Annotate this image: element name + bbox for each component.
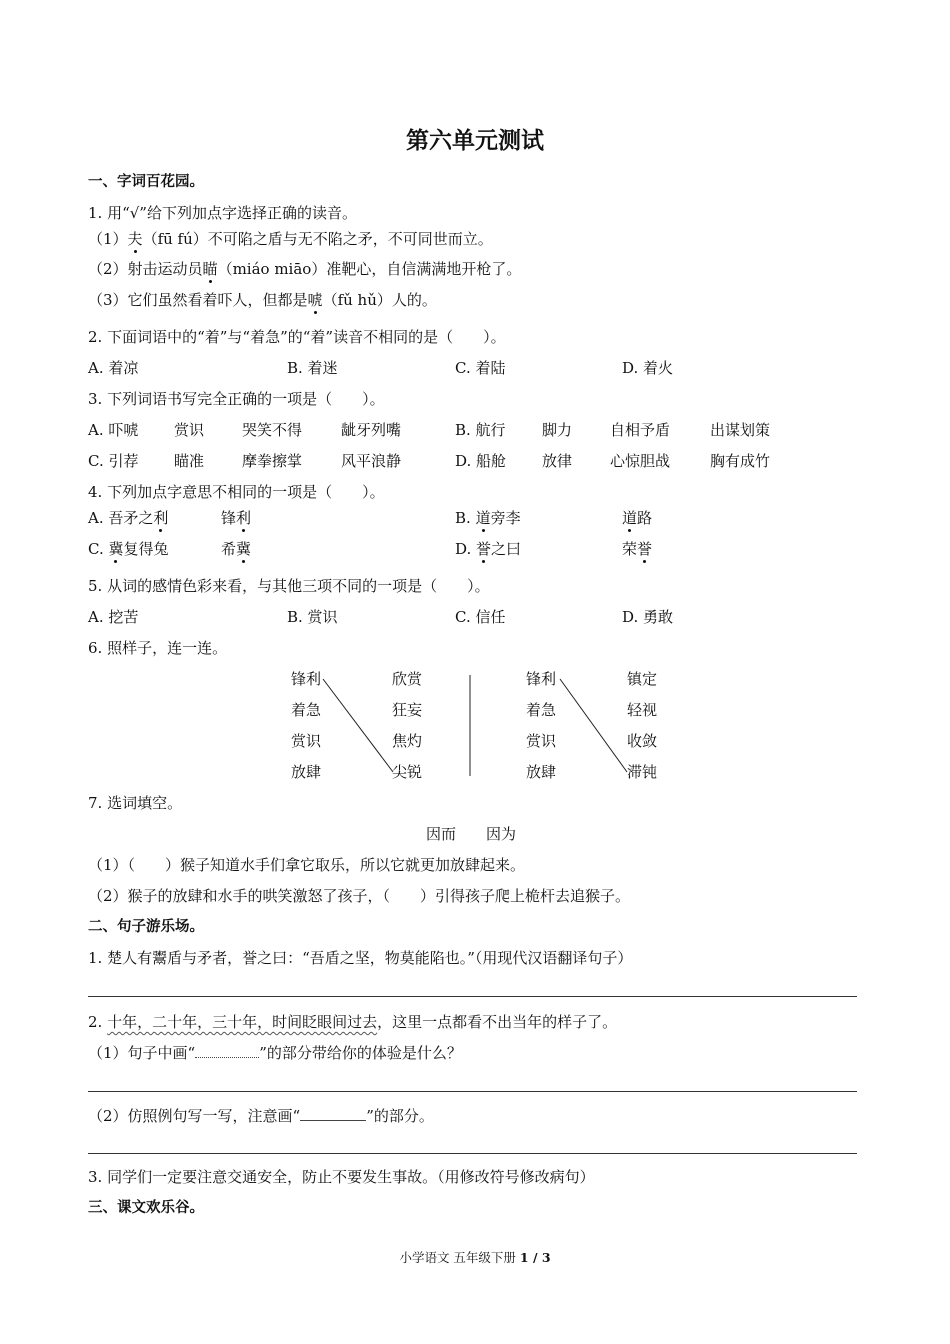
q6-r2-word: 滞钝: [627, 763, 658, 781]
q7-word-choices: 因而 因为: [426, 825, 517, 843]
q3-b-4: 出谋划策: [710, 421, 771, 439]
q3-d-1: D. 船舱: [455, 452, 507, 470]
q3-stem: 3. 下列词语书写完全正确的一项是（ ）。: [88, 390, 385, 408]
q4-stem: 4. 下列加点字意思不相同的一项是（ ）。: [88, 483, 385, 501]
q3-a-3: 哭笑不得: [242, 421, 303, 439]
q1-item-2: （2）射击运动员瞄（miáo miāo）准靶心，自信满满地开枪了。: [88, 260, 522, 278]
q7-item-1: （1）（ ）猴子知道水手们拿它取乐，所以它就更加放肆起来。: [88, 856, 526, 874]
q6-l2-word: 狂妄: [392, 701, 423, 719]
q6-l2-word: 尖锐: [392, 763, 423, 781]
q7-item-2: （2）猴子的放肆和水手的哄笑激怒了孩子，（ ）引得孩子爬上桅杆去追猴子。: [88, 887, 631, 905]
s2-q2: 2. 十年，二十年，三十年，时间眨眼间过去，这里一点都看不出当年的样子了。: [88, 1013, 618, 1031]
q3-b-3: 自相予盾: [610, 421, 671, 439]
q6-r1-word: 锋利: [526, 670, 557, 688]
q1-stem: 1. 用“√”给下列加点字选择正确的读音。: [88, 204, 357, 222]
q6-r2-word: 镇定: [627, 670, 658, 688]
q2-option-b: B. 着迷: [287, 359, 338, 377]
q3-c-2: 瞄准: [174, 452, 205, 470]
q3-d-2: 放律: [542, 452, 573, 470]
s2-q2-item-2: （2）仿照例句写一写，注意画“ ”的部分。: [88, 1107, 434, 1125]
q2-option-c: C. 着陆: [455, 359, 506, 377]
q3-a-4: 龇牙列嘴: [341, 421, 402, 439]
q3-c-3: 摩拳擦掌: [242, 452, 303, 470]
q4-a-1: A. 吾矛之利: [88, 509, 169, 527]
q6-l1-word: 放肆: [291, 763, 322, 781]
q4-d-2: 荣誉: [622, 540, 653, 558]
q5-stem: 5. 从词的感情色彩来看，与其他三项不同的一项是（ ）。: [88, 577, 490, 595]
answer-line[interactable]: [88, 1153, 857, 1154]
q6-example-line-right: [560, 679, 627, 772]
s2-q1: 1. 楚人有鬻盾与矛者，誉之曰：“吾盾之坚，物莫能陷也。”（用现代汉语翻译句子）: [88, 949, 633, 967]
q3-c-4: 风平浪静: [341, 452, 402, 470]
q3-b-2: 脚力: [542, 421, 573, 439]
q3-d-3: 心惊胆战: [610, 452, 671, 470]
q6-l2-word: 欣赏: [392, 670, 423, 688]
q1-item-1: （1）夫（fū fú）不可陷之盾与无不陷之矛，不可同世而立。: [88, 230, 493, 248]
q5-option-b: B. 赏识: [287, 608, 338, 626]
q4-a-2: 锋利: [221, 509, 252, 527]
q6-example-line-left: [323, 679, 393, 772]
q7-stem: 7. 选词填空。: [88, 794, 183, 812]
q4-b-1: B. 道旁李: [455, 509, 521, 527]
q4-c-2: 希冀: [221, 540, 252, 558]
q6-l1-word: 着急: [291, 701, 322, 719]
q4-c-1: C. 冀复得兔: [88, 540, 169, 558]
q5-option-c: C. 信任: [455, 608, 506, 626]
q3-c-1: C. 引荐: [88, 452, 139, 470]
q2-option-d: D. 着火: [622, 359, 674, 377]
q5-option-d: D. 勇敢: [622, 608, 674, 626]
page-title: 第六单元测试: [406, 128, 544, 154]
q3-b-1: B. 航行: [455, 421, 506, 439]
page-footer: 小学语文 五年级下册 1 / 3: [399, 1250, 551, 1265]
s2-q3: 3. 同学们一定要注意交通安全，防止不要发生事故。（用修改符号修改病句）: [88, 1168, 595, 1186]
section-2-heading: 二、句子游乐场。: [88, 919, 204, 935]
q6-stem: 6. 照样子，连一连。: [88, 639, 228, 657]
q6-r1-word: 着急: [526, 701, 557, 719]
q5-option-a: A. 挖苦: [88, 608, 139, 626]
q6-l1-word: 锋利: [291, 670, 322, 688]
q6-r1-word: 放肆: [526, 763, 557, 781]
q3-d-4: 胸有成竹: [710, 452, 771, 470]
answer-line[interactable]: [88, 1091, 857, 1092]
s2-q2-item-1: （1）句子中画“ ”的部分带给你的体验是什么？: [88, 1044, 462, 1062]
q3-a-1: A. 吓唬: [88, 421, 139, 439]
q1-item-3: （3）它们虽然看着吓人，但都是唬（fǔ hǔ）人的。: [88, 291, 437, 309]
q6-l1-word: 赏识: [291, 732, 322, 750]
q6-l2-word: 焦灼: [392, 732, 423, 750]
q6-r2-word: 收敛: [627, 732, 658, 750]
q6-r2-word: 轻视: [627, 701, 658, 719]
answer-line[interactable]: [88, 996, 857, 997]
q2-option-a: A. 着凉: [88, 359, 139, 377]
q4-d-1: D. 誉之曰: [455, 540, 522, 558]
q6-r1-word: 赏识: [526, 732, 557, 750]
q4-b-2: 道路: [622, 509, 653, 527]
section-3-heading: 三、课文欢乐谷。: [88, 1200, 204, 1216]
q3-a-2: 赏识: [174, 421, 205, 439]
q2-stem: 2. 下面词语中的“着”与“着急”的“着”读音不相同的是（ ）。: [88, 328, 506, 346]
section-1-heading: 一、字词百花园。: [88, 174, 204, 190]
